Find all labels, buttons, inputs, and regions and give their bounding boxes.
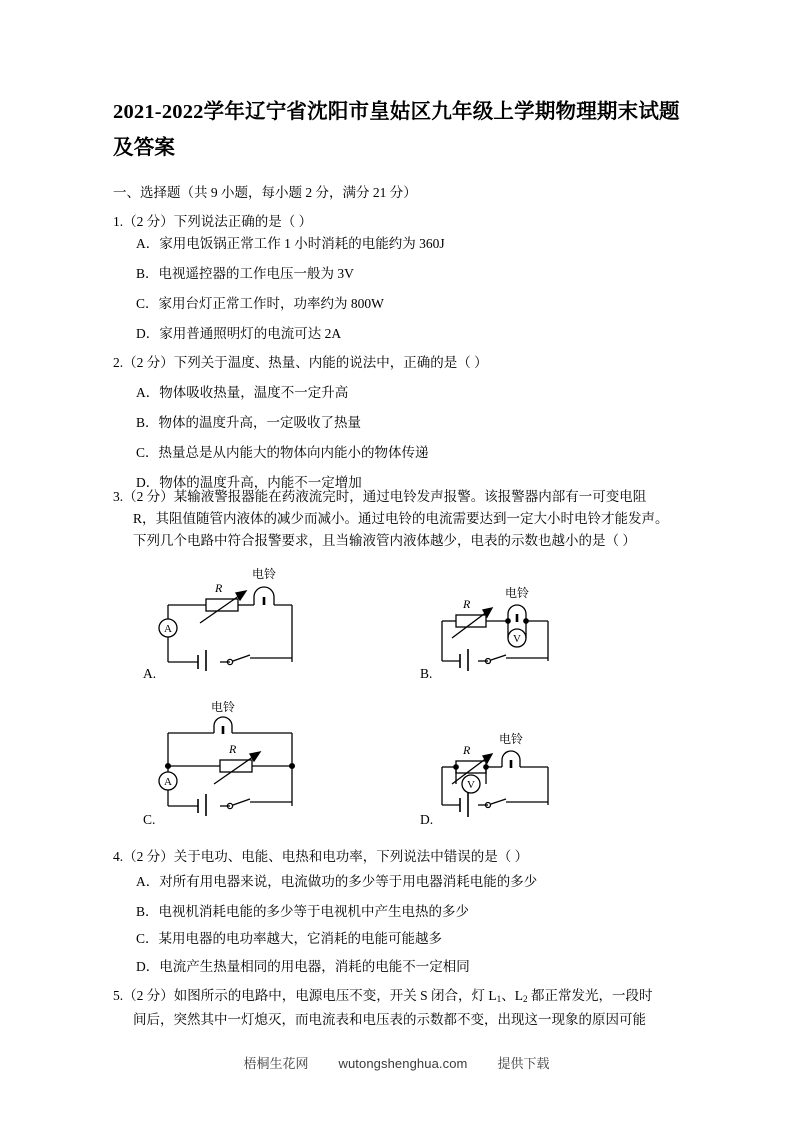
- page-footer: [0, 1053, 793, 1072]
- ammeter-label-a: A: [164, 623, 172, 635]
- question-4-option-b[interactable]: B．电视机消耗电能的多少等于电视机中产生电热的多少: [136, 904, 470, 919]
- footer-site-name: 梧桐生花网: [243, 1056, 309, 1071]
- question-1-option-b[interactable]: B．电视遥控器的工作电压一般为 3V: [136, 266, 354, 281]
- question-4-stem: 4.（2 分）关于电功、电能、电热和电功率，下列说法中错误的是（ ）: [113, 849, 529, 864]
- page-title: 2021-2022学年辽宁省沈阳市皇姑区九年级上学期物理期末试题及答案: [113, 101, 680, 159]
- bell-label-b: 电铃: [504, 586, 530, 600]
- footer-download-label[interactable]: 提供下载: [497, 1056, 550, 1071]
- circuit-diagram-c: [150, 701, 310, 816]
- resistor-label-b: R: [463, 597, 471, 611]
- question-4-option-a[interactable]: A．对所有用电器来说，电流做功的多少等于用电器消耗电能的多少: [136, 874, 538, 889]
- question-4-option-c[interactable]: C．某用电器的电功率越大，它消耗的电能可能越多: [136, 931, 443, 946]
- question-5-stem-line-1: 5.（2 分）如图所示的电路中，电源电压不变，开关 S 闭合，灯 $L_1$、$L_2$ 都正常发光，一段时: [113, 988, 653, 1005]
- question-1-option-c[interactable]: C．家用台灯正常工作时，功率约为 800W: [136, 296, 384, 311]
- bell-label-a: 电铃: [251, 567, 277, 581]
- circuit-option-label-d: D.: [420, 812, 434, 827]
- circuit-option-label-b: B.: [420, 666, 433, 681]
- circuit-diagram-d: [430, 727, 570, 817]
- question-1-stem: 1.（2 分）下列说法正确的是（ ）: [113, 214, 313, 229]
- question-2-option-d[interactable]: D．物体的温度升高，内能不一定增加: [136, 475, 362, 490]
- question-3-stem-line-1: 3.（2 分）某输液警报器能在药液流完时，通过电铃发声报警。该报警器内部有一可变电阻: [113, 489, 647, 504]
- circuit-c-svg: [150, 701, 310, 816]
- question-2-option-b[interactable]: B．物体的温度升高，一定吸收了热量: [136, 415, 362, 430]
- voltmeter-label-b: V: [513, 633, 521, 645]
- circuit-d-svg: [430, 727, 570, 817]
- ammeter-label-c: A: [164, 776, 172, 788]
- question-1-option-a[interactable]: A．家用电饭锅正常工作 1 小时消耗的电能约为 360J: [136, 236, 445, 251]
- resistor-label-c: R: [229, 742, 237, 756]
- bell-label-c: 电铃: [210, 701, 236, 714]
- circuit-option-label-c: C.: [143, 812, 156, 827]
- circuit-a-svg: [150, 561, 310, 671]
- voltmeter-label-d: V: [467, 779, 475, 791]
- question-1-option-d[interactable]: D．家用普通照明灯的电流可达 2A: [136, 326, 342, 341]
- circuit-b-svg: [430, 586, 570, 671]
- resistor-label-d: R: [463, 743, 471, 757]
- footer-site-url[interactable]: wutongshenghua.com: [338, 1056, 468, 1071]
- question-2-option-a[interactable]: A．物体吸收热量，温度不一定升高: [136, 385, 349, 400]
- circuit-diagram-a: [150, 561, 310, 671]
- circuit-diagram-b: [430, 586, 570, 671]
- bell-label-d: 电铃: [498, 732, 524, 746]
- question-4-option-d[interactable]: D．电流产生热量相同的用电器，消耗的电能不一定相同: [136, 959, 470, 974]
- question-2-stem: 2.（2 分）下列关于温度、热量、内能的说法中，正确的是（ ）: [113, 355, 488, 370]
- section-heading: 一、选择题（共 9 小题，每小题 2 分，满分 21 分）: [113, 185, 417, 200]
- circuit-option-label-a: A.: [143, 666, 157, 681]
- question-3-stem-line-2: R，其阻值随管内液体的减少而减小。通过电铃的电流需要达到一定大小时电铃才能发声。: [133, 511, 669, 526]
- question-2-option-c[interactable]: C．热量总是从内能大的物体向内能小的物体传递: [136, 445, 429, 460]
- resistor-label-a: R: [215, 581, 223, 595]
- question-3-stem-line-3: 下列几个电路中符合报警要求，且当输液管内液体越少，电表的示数也越小的是（ ）: [133, 533, 636, 548]
- question-5-stem-line-2: 间后，突然其中一灯熄灭，而电流表和电压表的示数都不变，出现这一现象的原因可能: [133, 1012, 646, 1027]
